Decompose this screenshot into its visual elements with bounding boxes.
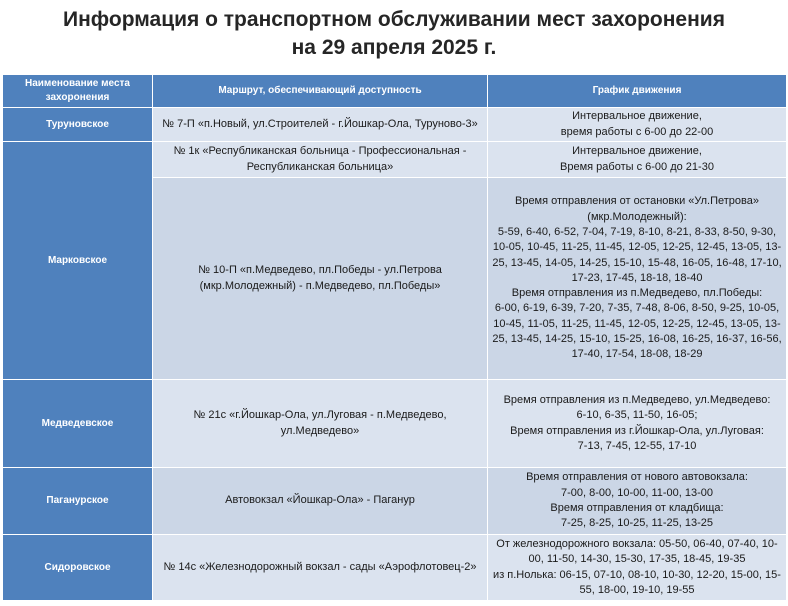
title-line-2: на 29 апреля 2025 г. [291,36,497,59]
schedule-line: Интервальное движение, [572,145,702,158]
schedule-line: Интервальное движение, [572,110,702,123]
schedule-line: из п.Нолька: 06-15, 07-10, 08-10, 10-30, 12-20, 15-00, 15-55, 18-00, 19-10, 19-55 [493,568,781,596]
schedule-line: 7-00, 8-00, 10-00, 11-00, 13-00 [560,486,714,499]
place-cell: Марковское [3,142,153,380]
header-place: Наименование места захоронения [3,75,153,108]
schedule-cell [488,468,787,535]
schedule-line: 7-13, 7-45, 12-55, 17-10 [577,439,697,452]
transport-table [2,74,787,601]
schedule-cell [488,108,787,142]
schedule-line: Время отправления из п.Медведево, ул.Медведево: [503,393,771,406]
schedule-line: 5-59, 6-40, 6-52, 7-04, 7-19, 8-10, 8-21, 8-33, 8-50, 9-30, 10-05, 10-45, 11-25, 11-45, 12-05, 12-25, 12-45, 13-05, 13-25, 13-45, 14-05, 14-25, 15-10, 15-48, 16-05, 16-48, 17-10, 17-23, 17-45, 18-18, 18-40 [492,225,782,284]
header-schedule: График движения [488,75,787,108]
schedule-cell [488,380,787,468]
place-cell: Туруновское [3,108,153,142]
schedule-line: От железнодорожного вокзала: 05-50, 06-40, 07-40, 10-00, 11-50, 14-30, 15-30, 17-35, 18-45, 19-35 [496,537,778,566]
route-cell: № 10-П «п.Медведево, пл.Победы - ул.Петрова (мкр.Молодежный) - п.Медведево, пл.Победы» [153,178,488,380]
route-cell: Автовокзал «Йошкар-Ола» - Паганур [153,468,488,535]
table-row [3,142,787,178]
place-cell: Медведевское [3,380,153,468]
header-route: Маршрут, обеспечивающий доступность [153,75,488,108]
route-cell: № 1к «Республиканская больница - Профессиональная - Республиканская больница» [153,142,488,178]
place-cell: Паганурское [3,468,153,535]
schedule-cell [488,535,787,601]
schedule-line: Время отправления из г.Йошкар-Ола, ул.Луговая: [510,424,764,437]
schedule-cell [488,142,787,178]
table-row [3,108,787,142]
header-row [3,75,787,108]
title-line-1: Информация о транспортном обслуживании мест захоронения [63,8,725,31]
table-row [3,535,787,601]
schedule-line: Время работы с 6-00 до 21-30 [560,160,714,173]
schedule-line: 7-25, 8-25, 10-25, 11-25, 13-25 [560,517,714,530]
page-title [0,0,788,62]
schedule-line: 6-10, 6-35, 11-50, 16-05; [576,409,698,422]
route-cell: № 14с «Железнодорожный вокзал - сады «Аэрофлотовец-2» [153,535,488,601]
place-cell: Сидоровское [3,535,153,601]
route-cell: № 21с «г.Йошкар-Ола, ул.Луговая - п.Медведево, ул.Медведево» [153,380,488,468]
schedule-line: Время отправления от остановки «Ул.Петрова» (мкр.Молодежный): [514,195,759,223]
table-row [3,380,787,468]
schedule-line: Время отправления от кладбища: [550,502,724,514]
schedule-line: Время отправления из п.Медведево, пл.Победы: [511,287,763,300]
schedule-line: время работы с 6-00 до 22-00 [560,125,714,138]
schedule-line: Время отправления от нового автовокзала: [526,471,748,484]
schedule-line: 6-00, 6-19, 6-39, 7-20, 7-35, 7-48, 8-06, 8-50, 9-25, 10-05, 10-45, 11-05, 11-25, 11-45, 12-05, 12-25, 12-45, 13-05, 13-25, 13-45, 14-25, 15-10, 15-25, 16-08, 16-25, 16-37, 16-56, 17-40, 17-54, 18-08, 18-29 [492,302,782,361]
table-row [3,468,787,535]
route-cell: № 7-П «п.Новый, ул.Строителей - г.Йошкар-Ола, Туруново-3» [153,108,488,142]
schedule-cell [488,178,787,380]
